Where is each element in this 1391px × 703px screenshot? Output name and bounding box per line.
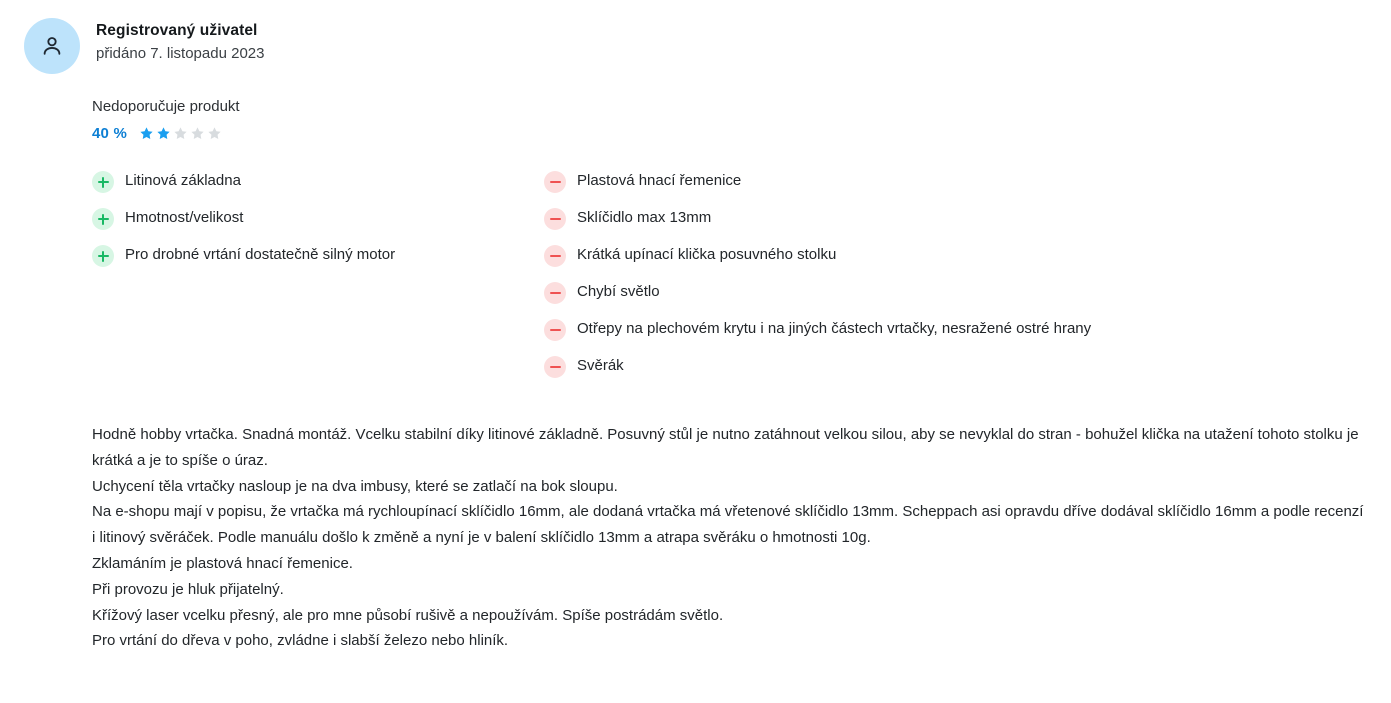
star-rating (139, 126, 222, 141)
con-item (544, 207, 1391, 230)
avatar (24, 18, 80, 74)
plus-icon (92, 171, 114, 193)
recommendation-text: Nedoporučuje produkt (92, 98, 240, 115)
minus-icon (544, 245, 566, 267)
star-empty-icon (173, 126, 188, 141)
plus-icon (92, 245, 114, 267)
cons-column (544, 170, 1391, 392)
pros-column (92, 170, 544, 281)
plus-icon (92, 208, 114, 230)
con-text: Krátká upínací klička posuvného stolku (577, 246, 837, 263)
review-date: přidáno 7. listopadu 2023 (96, 44, 265, 62)
con-text: Chybí světlo (577, 283, 660, 300)
pro-text: Pro drobné vrtání dostatečně silný motor (125, 246, 396, 263)
con-text: Svěrák (577, 357, 624, 374)
review-paragraph: Křížový laser vcelku přesný, ale pro mne působí rušivě a nepoužívám. Spíše postrádám světlo. (92, 606, 724, 624)
pro-text: Litinová základna (125, 172, 241, 189)
review-paragraph: Na e-shopu mají v popisu, že vrtačka má rychloupínací sklíčidlo 16mm, ale dodaná vrtačka má vřetenové sklíčidlo 13mm. Scheppach asi opravdu dříve dodával sklíčidlo 16mm a podle recenzí i litinový svěráček. Podle manuálu došlo k změně a nyní je v balení sklíčidlo 13mm a atrapa svěráku o hmotnosti 10g. (92, 503, 1364, 547)
author-block (96, 18, 264, 65)
star-empty-icon (190, 126, 205, 141)
star-empty-icon (207, 126, 222, 141)
star-filled-icon (156, 126, 171, 141)
con-item (544, 170, 1391, 193)
rating-row (92, 125, 1391, 142)
review-paragraph: Hodně hobby vrtačka. Snadná montáž. Vcelku stabilní díky litinové základně. Posuvný stůl je nutno zatáhnout velkou silou, aby se nevyklal do stran - bohužel klička na utažení tohoto stolku je krátká a je to spíše o úraz. (92, 426, 1359, 469)
pro-item (92, 207, 544, 230)
review-paragraph: Při provozu je hluk přijatelný. (92, 580, 284, 598)
minus-icon (544, 171, 566, 193)
con-item (544, 355, 1391, 378)
con-item (544, 281, 1391, 304)
minus-icon (544, 319, 566, 341)
review-paragraph: Zklamáním je plastová hnací řemenice. (92, 554, 353, 572)
pro-item (92, 244, 544, 267)
review-header (0, 0, 1391, 74)
user-avatar-icon (39, 33, 65, 59)
review-paragraph: Uchycení těla vrtačky nasloup je na dva imbusy, které se zatlačí na bok sloupu. (92, 477, 618, 495)
pros-cons-section (92, 170, 1391, 392)
pro-item (92, 170, 544, 193)
author-name: Registrovaný uživatel (96, 22, 258, 39)
con-text: Plastová hnací řemenice (577, 172, 742, 189)
star-filled-icon (139, 126, 154, 141)
review-paragraph: Pro vrtání do dřeva v poho, zvládne i slabší železo nebo hliník. (92, 632, 509, 650)
recommendation-block (92, 96, 1391, 142)
minus-icon (544, 356, 566, 378)
minus-icon (544, 208, 566, 230)
pro-text: Hmotnost/velikost (125, 209, 244, 226)
con-item (544, 244, 1391, 267)
minus-icon (544, 282, 566, 304)
rating-percent: 40 % (92, 125, 127, 142)
con-text: Sklíčidlo max 13mm (577, 209, 712, 226)
review-body (92, 422, 1367, 654)
con-text: Otřepy na plechovém krytu i na jiných částech vrtačky, nesražené ostré hrany (577, 320, 1092, 337)
con-item (544, 318, 1391, 341)
